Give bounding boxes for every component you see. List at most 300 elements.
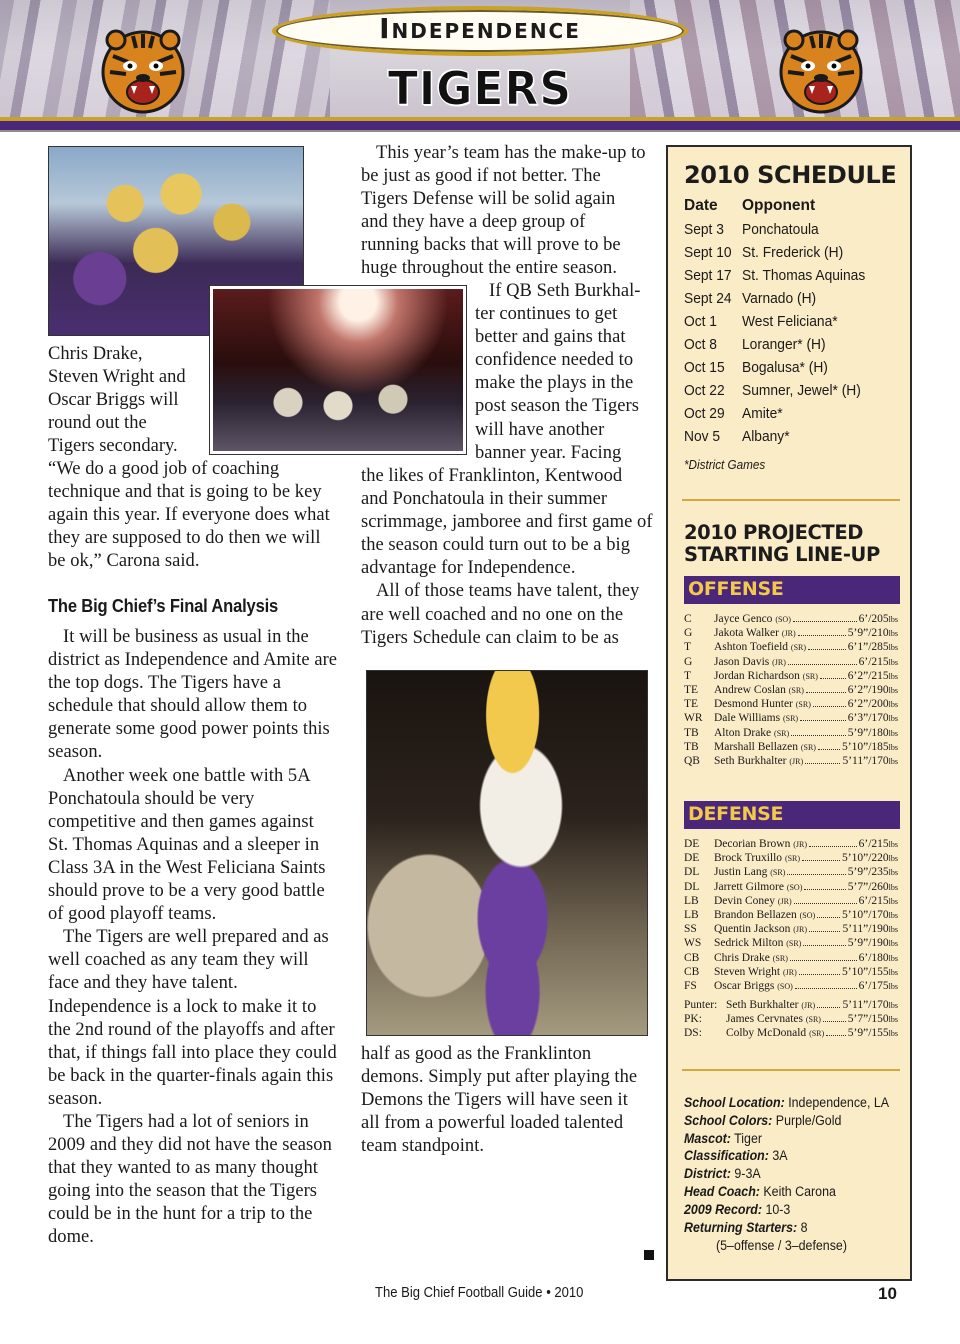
player-class: (JR) (782, 967, 797, 977)
player-measurements (842, 851, 898, 866)
schedule-opponent: Bogalusa* (H) (742, 359, 828, 376)
roster-player (714, 740, 816, 755)
player-measurements (848, 880, 898, 895)
column-one-intro (48, 458, 338, 573)
schedule-opponent: St. Thomas Aquinas (742, 267, 866, 284)
weight-unit: lbs (888, 911, 898, 920)
player-celebration-photo (366, 670, 648, 1036)
height-weight: 6’/180 (858, 951, 889, 964)
column-two-wrap (475, 280, 655, 465)
player-class: (SO) (777, 982, 793, 991)
height-weight: 5’10”/155 (842, 965, 889, 978)
dot-leader (806, 683, 846, 693)
roster-position: TE (684, 684, 699, 696)
body-paragraph: All of those teams have talent, they are well coached and no one on the Tigers Schedule can claim to be as (361, 581, 640, 648)
roster-player (714, 894, 792, 909)
player-class: (SR) (774, 728, 790, 738)
dot-leader (804, 880, 846, 890)
weight-unit: lbs (888, 982, 898, 991)
roster-row (684, 754, 902, 768)
dot-leader (808, 640, 846, 650)
player-name: Colby McDonald (726, 1027, 807, 1040)
weight-unit: lbs (888, 742, 898, 752)
roster-row (684, 880, 902, 894)
dot-leader (809, 837, 857, 847)
player-class: (JR) (772, 657, 786, 667)
lineup-title-line: STARTING LINE-UP (684, 543, 880, 566)
dot-leader (798, 626, 846, 636)
height-weight: 5’7”/150 (847, 1013, 889, 1026)
player-measurements (848, 1012, 898, 1027)
schedule-row (684, 244, 904, 267)
weight-unit: lbs (888, 728, 898, 738)
info-value: Purple/Gold (775, 1112, 842, 1128)
schedule-date: Oct 15 (684, 359, 725, 376)
dot-leader (823, 1012, 846, 1022)
player-class: (JR) (781, 629, 796, 639)
tiger-mascot-icon (98, 26, 188, 116)
player-name: Dale Williams (714, 712, 781, 725)
player-measurements (848, 669, 898, 684)
player-name: James Cervnates (726, 1013, 803, 1026)
tiger-mascot-icon (776, 26, 866, 116)
roster-row (684, 922, 902, 936)
player-measurements (859, 837, 898, 852)
wrap-line: If QB Seth Burkhal- (489, 281, 641, 301)
roster-player (714, 683, 804, 698)
player-name: Seth Burkhalter (714, 755, 787, 767)
player-class: (JR) (777, 896, 792, 906)
analysis-paragraph: The Tigers are well prepared and as well coached as any team they will face and they have talent. Independence is a lock to make it to the 2nd round of the playoffs and after that, if things fall into place they could be back in the quarter-finals again this season. (48, 927, 337, 1109)
height-weight: 5’7”/260 (847, 880, 889, 893)
info-value: Keith Carona (763, 1184, 836, 1199)
page-number: 10 (878, 1284, 897, 1303)
weight-unit: lbs (888, 882, 898, 892)
player-name: Oscar Briggs (714, 980, 775, 992)
schedule-date: Sept 10 (684, 244, 732, 261)
player-measurements (848, 1026, 898, 1041)
height-weight: 5’10”/170 (842, 909, 889, 921)
player-name: Marshall Bellazen (714, 740, 798, 753)
dot-leader (793, 612, 857, 622)
roster-player (714, 851, 800, 866)
analysis-paragraph: The Tigers had a lot of seniors in 2009 and they did not have the season that they wanted to as many thought going into the season that the Tigers could be in the hunt for a trip to the dome. (48, 1111, 332, 1248)
player-measurements (848, 865, 898, 880)
schedule-row (684, 221, 904, 244)
info-value: 10-3 (765, 1201, 791, 1217)
player-class: (SR) (800, 742, 816, 752)
roster-row (684, 865, 902, 879)
sideline-night-photo (210, 286, 466, 454)
schedule-note: *District Games (684, 457, 766, 472)
body-paragraph: the likes of Franklinton, Kentwood and Ponchatoula in their summer scrimmage, jamboree and first game of the season could turn out to be a big advantage for Independence. (361, 466, 653, 579)
column-two-middle (361, 465, 653, 650)
height-weight: 6’/215 (858, 655, 889, 668)
player-class: (JR) (789, 757, 804, 766)
height-weight: 5’9”/155 (847, 1027, 889, 1040)
roster-player (714, 908, 815, 923)
dot-leader (817, 998, 840, 1008)
roster-position: DS: (684, 1027, 702, 1040)
roster-position: LB (684, 909, 699, 921)
player-name: Alton Drake (714, 726, 772, 739)
roster-player (714, 655, 786, 670)
height-weight: 5’9”/235 (847, 866, 889, 879)
schedule-row (684, 382, 904, 405)
height-weight: 6’2”/215 (847, 669, 889, 682)
dot-leader (817, 908, 840, 918)
weight-unit: lbs (888, 1001, 898, 1010)
info-row (684, 1148, 788, 1163)
schedule-title: 2010 SCHEDULE (684, 161, 897, 189)
roster-position: LB (684, 894, 699, 907)
player-class: (JR) (793, 925, 807, 935)
dot-leader (794, 894, 857, 904)
player-name: Brock Truxillo (714, 852, 783, 865)
roster-player (714, 697, 811, 712)
weight-unit: lbs (888, 643, 898, 653)
date-column-header: Date (684, 197, 718, 214)
info-row (684, 1095, 889, 1110)
roster-row (684, 965, 902, 979)
player-measurements (848, 936, 898, 951)
wrap-line: better and gains that (475, 327, 626, 348)
player-name: Seth Burkhalter (726, 999, 799, 1011)
roster-row (684, 936, 902, 950)
player-measurements (842, 965, 898, 980)
player-class: (SR) (788, 686, 804, 695)
roster-position: WR (684, 712, 703, 725)
banner-purple-stripe (0, 121, 960, 130)
caption-line: Chris Drake, (48, 344, 143, 364)
roster-row (684, 951, 902, 965)
dot-leader (805, 754, 840, 764)
player-class: (SR) (790, 643, 807, 653)
info-label: School Location: (684, 1095, 785, 1110)
weight-unit: lbs (888, 1015, 898, 1025)
info-value: 3A (772, 1148, 788, 1164)
wrap-line: confidence needed to (475, 350, 634, 371)
player-measurements (859, 979, 898, 994)
column-two-top (361, 142, 646, 281)
roster-position: TB (684, 740, 699, 753)
roster-position: Punter: (684, 999, 718, 1011)
defense-header: DEFENSE (684, 801, 900, 829)
roster-position: CB (684, 965, 700, 978)
roster-row (684, 612, 902, 626)
starters-breakdown: (5–offense / 3–defense) (716, 1238, 847, 1253)
roster-player (726, 1026, 824, 1041)
player-measurements (848, 726, 898, 741)
roster-row (684, 669, 902, 683)
roster-row (684, 683, 902, 697)
roster-row (684, 626, 902, 640)
divider (682, 499, 900, 501)
roster-position: QB (684, 755, 700, 767)
wrap-line: banner year. Facing (475, 442, 622, 463)
player-class: (SR) (805, 1015, 821, 1025)
player-measurements (848, 683, 898, 698)
roster-position: PK: (684, 1013, 702, 1026)
roster-position: DL (684, 866, 700, 879)
weight-unit: lbs (888, 686, 898, 695)
schedule-row (684, 336, 904, 359)
info-row (684, 1202, 790, 1217)
info-row (684, 1166, 761, 1181)
roster-player (726, 1012, 821, 1027)
header-banner (0, 0, 960, 132)
roster-player (714, 922, 807, 937)
player-measurements (842, 740, 898, 755)
player-class: (SR) (809, 1029, 825, 1039)
analysis-paragraph: It will be business as usual in the district as Independence and Amite are the top dogs. The Tigers have a schedule that should allow them to generate some good power points this season. (48, 627, 338, 763)
roster-position: WS (684, 937, 702, 950)
roster-row (684, 851, 902, 865)
height-weight: 5’9”/180 (847, 726, 889, 739)
info-label: Returning Starters: (684, 1219, 798, 1235)
info-label: School Colors: (684, 1112, 773, 1128)
weight-unit: lbs (888, 714, 898, 724)
weight-unit: lbs (888, 615, 898, 624)
info-label: Classification: (684, 1148, 769, 1164)
divider (682, 1069, 900, 1071)
player-name: Devin Coney (714, 894, 776, 907)
player-class: (SO) (775, 615, 791, 624)
player-measurements (842, 922, 898, 937)
schedule-date: Sept 3 (684, 221, 724, 238)
roster-row (684, 655, 902, 669)
schedule-date: Nov 5 (684, 428, 721, 445)
schedule-opponent: Varnado (H) (742, 290, 817, 307)
height-weight: 6’/205 (858, 613, 889, 625)
player-name: Andrew Coslan (714, 684, 786, 696)
height-weight: 5’11”/170 (842, 999, 889, 1011)
roster-row (684, 894, 902, 908)
roster-position: SS (684, 923, 697, 936)
dot-leader (788, 655, 857, 665)
height-weight: 5’11”/170 (842, 755, 889, 767)
schedule-opponent: Albany* (742, 428, 790, 445)
roster-position: DE (684, 838, 700, 850)
team-name: TIGERS (387, 62, 573, 117)
schedule-date: Oct 29 (684, 405, 725, 422)
dot-leader (787, 865, 846, 875)
roster-position: G (684, 655, 693, 668)
height-weight: 6’2”/200 (847, 698, 889, 711)
height-weight: 5’11”/190 (842, 923, 889, 936)
roster-position: CB (684, 951, 700, 964)
schedule-date: Oct 1 (684, 313, 717, 330)
roster-player (714, 612, 791, 627)
weight-unit: lbs (888, 840, 898, 849)
roster-row (684, 740, 902, 754)
weight-unit: lbs (888, 896, 898, 906)
weight-unit: lbs (888, 967, 898, 977)
roster-player (714, 726, 789, 741)
lineup-title (684, 522, 880, 566)
roster-row (684, 640, 902, 654)
player-class: (SR) (795, 700, 811, 710)
player-name: Jason Davis (714, 655, 770, 668)
player-name: Jordan Richardson (714, 669, 800, 682)
info-label: Head Coach: (684, 1184, 760, 1199)
player-name: Desmond Hunter (714, 698, 793, 711)
player-class: (SR) (770, 868, 786, 878)
schedule-opponent: Loranger* (H) (742, 336, 826, 353)
player-name: Jayce Genco (714, 613, 773, 625)
schedule-date: Sept 17 (684, 267, 732, 284)
player-name: Jarrett Gilmore (714, 880, 784, 893)
height-weight: 6’/215 (858, 894, 889, 907)
height-weight: 5’9”/190 (847, 937, 889, 950)
team-sidebar (666, 145, 912, 1281)
end-of-article-mark (644, 1250, 654, 1260)
weight-unit: lbs (888, 925, 898, 935)
opponent-column-header: Opponent (742, 197, 816, 214)
banner-grey-stripe (0, 130, 960, 132)
info-label: Mascot: (684, 1130, 731, 1146)
caption-line: Tigers secondary. (48, 436, 178, 456)
info-label: District: (684, 1166, 731, 1182)
height-weight: 6’1”/285 (847, 641, 889, 654)
roster-row (684, 979, 902, 993)
schedule-row (684, 290, 904, 313)
wrap-line: ter continues to get (475, 304, 618, 325)
wrap-line: post season the Tigers (475, 396, 640, 417)
roster-row (684, 697, 902, 711)
player-measurements (859, 894, 898, 909)
weight-unit: lbs (888, 629, 898, 639)
weight-unit: lbs (888, 939, 898, 949)
schedule-row (684, 359, 904, 382)
roster-player (714, 936, 801, 951)
roster-row (684, 998, 902, 1012)
analysis-paragraph: Another week one battle with 5A Ponchatoula should be very competitive and then games against St. Thomas Aquinas and a sleeper in Class 3A in the West Feliciana Saints should prove to be a very good battle of good playoff teams. (48, 765, 326, 925)
caption-line: Oscar Briggs will (48, 390, 179, 410)
roster-position: TE (684, 698, 699, 711)
player-class: (JR) (793, 840, 807, 849)
weight-unit: lbs (888, 700, 898, 710)
roster-player (714, 880, 802, 895)
roster-position: T (684, 641, 692, 654)
height-weight: 5’10”/185 (842, 740, 889, 753)
caption-line: round out the (48, 413, 147, 433)
schedule-opponent: St. Frederick (H) (742, 244, 844, 261)
player-name: Ashton Toefield (714, 641, 789, 654)
player-class: (SR) (772, 953, 788, 963)
weight-unit: lbs (888, 757, 898, 766)
quote-paragraph: “We do a good job of coaching technique and that is going to be key again this year. If everyone does what they are supposed to do then we will be ok,” Carona said. (48, 459, 330, 572)
dot-leader (803, 936, 846, 946)
roster-position: G (684, 627, 693, 640)
roster-player (714, 865, 785, 880)
dot-leader (802, 851, 840, 861)
height-weight: 5’9”/210 (847, 627, 889, 640)
schedule-date: Oct 22 (684, 382, 725, 399)
player-measurements (848, 697, 898, 712)
column-one-analysis (48, 626, 338, 1250)
weight-unit: lbs (888, 854, 898, 864)
player-name: Jakota Walker (714, 627, 779, 640)
player-name: Sedrick Milton (714, 937, 784, 950)
info-value: 9-3A (734, 1166, 761, 1182)
roster-player (714, 711, 798, 726)
weight-unit: lbs (888, 868, 898, 878)
player-measurements (842, 754, 898, 769)
dot-leader (800, 711, 846, 721)
footer-guide-title: The Big Chief Football Guide • 2010 (375, 1285, 584, 1301)
roster-row (684, 711, 902, 725)
info-row (684, 1131, 762, 1146)
dot-leader (826, 1026, 846, 1036)
weight-unit: lbs (888, 671, 898, 681)
info-value: Tiger (734, 1130, 763, 1146)
roster-row (684, 726, 902, 740)
roster-player (714, 837, 807, 852)
roster-position: DE (684, 852, 700, 865)
schedule-row (684, 405, 904, 428)
player-class: (SR) (786, 939, 802, 949)
roster-player (714, 965, 797, 980)
info-value: 8 (800, 1219, 808, 1235)
player-name: Decorian Brown (714, 838, 791, 850)
player-class: (SR) (802, 671, 818, 681)
wrap-line: make the plays in the (475, 373, 634, 394)
school-name: Independence (379, 12, 581, 45)
info-value: Independence, LA (788, 1095, 890, 1110)
offense-header: OFFENSE (684, 576, 900, 604)
schedule-row (684, 428, 904, 451)
player-measurements (848, 640, 898, 655)
column-two-bottom (361, 1043, 646, 1158)
player-class: (SO) (799, 911, 816, 920)
weight-unit: lbs (888, 657, 898, 667)
roster-position: T (684, 669, 692, 682)
dot-leader (818, 740, 840, 750)
roster-position: C (684, 613, 692, 625)
body-paragraph: half as good as the Franklinton demons. Simply put after playing the Demons the Tigers will have seen it all from a powerful loaded talented team standpoint. (361, 1044, 638, 1157)
dot-leader (791, 726, 846, 736)
dot-leader (809, 922, 840, 932)
dot-leader (795, 979, 857, 989)
body-paragraph: This year’s team has the make-up to be just as good if not better. The Tigers Defense will be solid again and they have a deep group of running backs that will prove to be huge throughout the entire season. (361, 143, 646, 279)
roster-player (714, 640, 806, 655)
player-name: Chris Drake (714, 951, 770, 964)
roster-position: TB (684, 726, 699, 739)
player-measurements (859, 951, 898, 966)
wrap-line: will have another (475, 419, 605, 440)
height-weight: 5’10”/220 (842, 852, 889, 865)
weight-unit: lbs (888, 953, 898, 963)
schedule-date: Oct 8 (684, 336, 717, 353)
roster-player (714, 669, 818, 684)
player-class: (JR) (801, 1001, 816, 1010)
info-row (684, 1113, 841, 1128)
schedule-opponent: Amite* (742, 405, 783, 422)
player-measurements (848, 711, 898, 726)
player-name: Brandon Bellazen (714, 909, 797, 921)
player-name: Justin Lang (714, 866, 768, 879)
dot-leader (813, 697, 846, 707)
schedule-date: Sept 24 (684, 290, 732, 307)
dot-leader (820, 669, 846, 679)
player-measurements (842, 908, 898, 923)
player-class: (SR) (784, 854, 801, 864)
roster-player (714, 979, 793, 994)
height-weight: 6’2”/190 (847, 684, 889, 696)
player-measurements (848, 626, 898, 641)
schedule-opponent: Sumner, Jewel* (H) (742, 382, 861, 399)
